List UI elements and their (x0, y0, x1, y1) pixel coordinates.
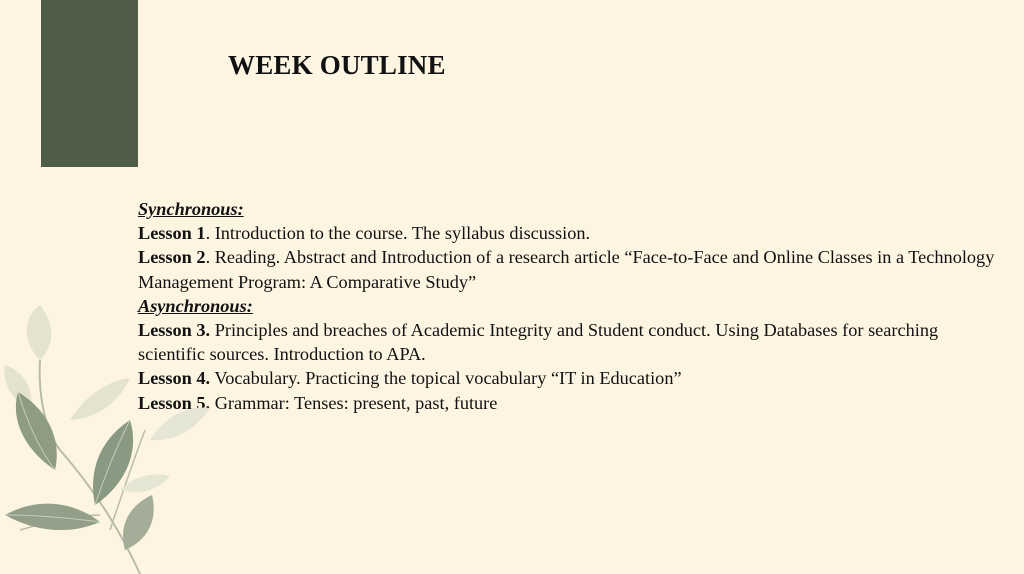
lesson-5-text: Grammar: Tenses: present, past, future (210, 392, 498, 413)
leaf-light-mid (150, 407, 210, 440)
lesson-2-text: . Reading. Abstract and Introduction of a research article “Face-to-Face and Online Classes in a Technology Management Program: A Comparative Study” (138, 247, 995, 292)
leaf-light-right (70, 378, 130, 420)
lesson-1-text: . Introduction to the course. The syllabus discussion. (205, 223, 591, 244)
lesson-1-label: Lesson 1 (138, 223, 206, 244)
lesson-3-label: Lesson 3. (138, 320, 211, 341)
lesson-5 (138, 391, 998, 415)
lesson-3-text: Principles and breaches of Academic Integrity and Student conduct. Using Databases for searching scientific sources. Introduction to APA. (138, 320, 939, 365)
lesson-3 (138, 318, 998, 366)
lesson-4-label: Lesson 4. (138, 368, 211, 389)
lesson-4 (138, 366, 998, 390)
slide-title: WEEK OUTLINE (228, 50, 446, 80)
lesson-4-text: Vocabulary. Practicing the topical vocabulary “IT in Education” (210, 368, 682, 389)
lesson-5-label: Lesson 5. (138, 392, 211, 413)
asynchronous-heading: Asynchronous: (138, 295, 253, 316)
synchronous-heading: Synchronous: (138, 199, 244, 219)
leaf-dark-lower-right (123, 495, 154, 550)
lesson-1 (138, 221, 998, 245)
leaf-light-top (27, 305, 51, 360)
botanical-leaves-decoration (0, 300, 220, 574)
accent-bar (41, 0, 138, 167)
week-outline-content (138, 197, 998, 415)
lesson-2 (138, 245, 998, 293)
lesson-2-label: Lesson 2 (138, 247, 206, 268)
